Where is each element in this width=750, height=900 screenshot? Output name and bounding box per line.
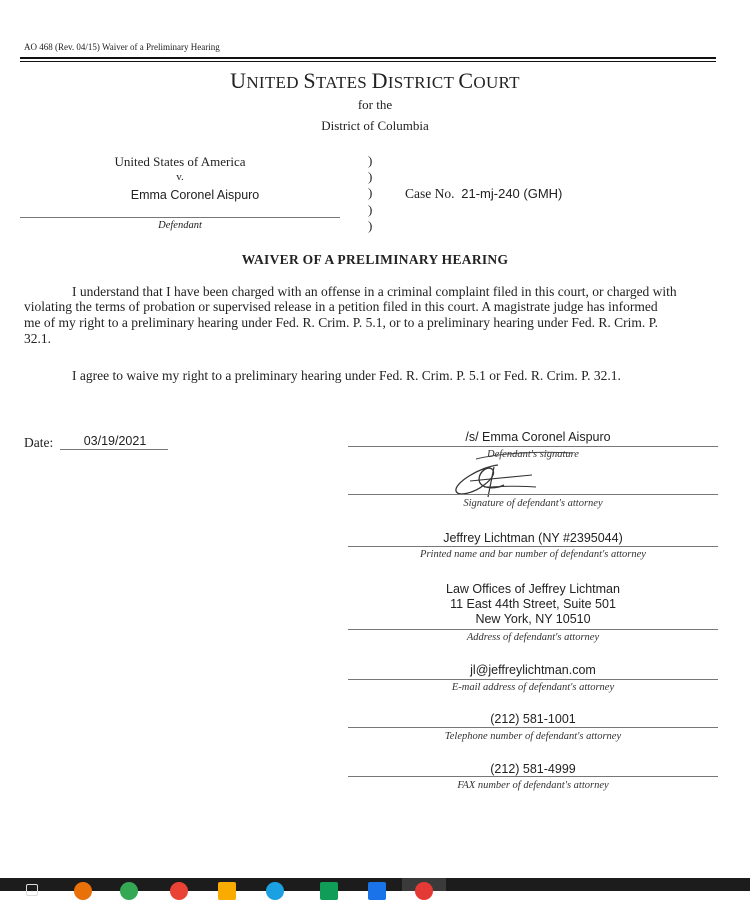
defendant-signature: /s/ Emma Coronel Aispuro (465, 430, 611, 444)
paragraph-1-line-2: violating the terms of probation or supervised release in a petition filed in this court. A magistrate judge has informed (24, 299, 658, 314)
caption-paren: ) (368, 202, 373, 217)
caption-paren: ) (368, 218, 373, 233)
os-taskbar (0, 878, 750, 891)
document-heading: WAIVER OF A PRELIMINARY HEARING (241, 252, 509, 267)
attorney-handwritten-signature (440, 447, 580, 499)
pdf-icon[interactable] (415, 882, 433, 900)
paragraph-1-line-1: I understand that I have been charged with an offense in a criminal complaint filed in this court, or charged with (72, 284, 677, 299)
versus-text: v. (176, 171, 184, 183)
defendant-label: Defendant (158, 220, 202, 231)
header-rule-thick (20, 57, 716, 59)
attorney-phone: (212) 581-1001 (490, 712, 576, 726)
attorney-name-rule (348, 546, 718, 547)
app-icon-sheets[interactable] (320, 882, 338, 900)
app-icon-cyan[interactable] (266, 882, 284, 900)
start-icon[interactable] (26, 884, 38, 896)
app-icon-green[interactable] (120, 882, 138, 900)
attorney-phone-rule (348, 727, 718, 728)
attorney-address-line-1: Law Offices of Jeffrey Lichtman (446, 582, 620, 596)
court-title (0, 68, 750, 94)
app-icon-orange[interactable] (74, 882, 92, 900)
attorney-email: jl@jeffreylichtman.com (470, 663, 596, 677)
date-rule (60, 449, 168, 450)
case-number-value: 21-mj-240 (GMH) (461, 186, 563, 201)
attorney-email-caption: E-mail address of defendant's attorney (451, 682, 615, 693)
form-identifier: AO 468 (Rev. 04/15) Waiver of a Preliminary Hearing (24, 42, 220, 52)
court-title-initial-u: U (230, 68, 247, 93)
for-the-text: for the (357, 97, 393, 112)
defendant-rule (20, 217, 340, 218)
attorney-phone-caption: Telephone number of defendant's attorney (444, 731, 622, 742)
attorney-signature-caption: Signature of defendant's attorney (463, 498, 603, 509)
district-name: District of Columbia (321, 118, 429, 133)
app-icon-red[interactable] (170, 882, 188, 900)
paragraph-1-line-3: me of my right to a preliminary hearing under Fed. R. Crim. P. 5.1, or to a preliminary hearing under Fed. R. Crim. P. (24, 315, 659, 330)
paragraph-2: I agree to waive my right to a preliminary hearing under Fed. R. Crim. P. 5.1 or Fed. R. Crim. P. 32.1. (72, 368, 621, 383)
date-label: Date: (24, 435, 54, 450)
attorney-address-line-3: New York, NY 10510 (475, 612, 591, 626)
paragraph-1-line-4: 32.1. (24, 331, 51, 346)
attorney-email-rule (348, 679, 718, 680)
attorney-signature-rule (348, 494, 718, 495)
caption-paren: ) (368, 185, 373, 200)
court-title-initial-s: S (303, 68, 316, 93)
case-number-field (405, 186, 562, 202)
attorney-name: Jeffrey Lichtman (NY #2395044) (443, 531, 623, 545)
date-value: 03/19/2021 (83, 434, 147, 448)
app-icon-blue[interactable] (368, 882, 386, 900)
court-title-rest-district: ISTRICT (387, 73, 459, 92)
defendant-name: Emma Coronel Aispuro (130, 188, 260, 202)
attorney-fax-rule (348, 776, 718, 777)
folder-icon[interactable] (218, 882, 236, 900)
court-title-rest-court: OURT (473, 73, 520, 92)
attorney-address-caption: Address of defendant's attorney (466, 632, 600, 643)
plaintiff-name: United States of America (114, 154, 246, 169)
court-title-initial-c: C (458, 68, 474, 93)
attorney-name-caption: Printed name and bar number of defendant's attorney (420, 549, 646, 560)
defendant-signature-caption: Defendant's signature (487, 449, 579, 460)
attorney-address-rule (348, 629, 718, 630)
caption-paren: ) (368, 153, 373, 168)
header-rule-thin (20, 61, 716, 62)
attorney-address-line-2: 11 East 44th Street, Suite 501 (450, 597, 616, 611)
court-title-rest-states: TATES (315, 73, 372, 92)
court-title-rest-united: NITED (246, 73, 304, 92)
attorney-fax: (212) 581-4999 (490, 762, 576, 776)
court-title-initial-d: D (371, 68, 388, 93)
caption-paren: ) (368, 169, 373, 184)
case-number-label: Case No. (405, 186, 455, 201)
attorney-fax-caption: FAX number of defendant's attorney (457, 780, 609, 791)
